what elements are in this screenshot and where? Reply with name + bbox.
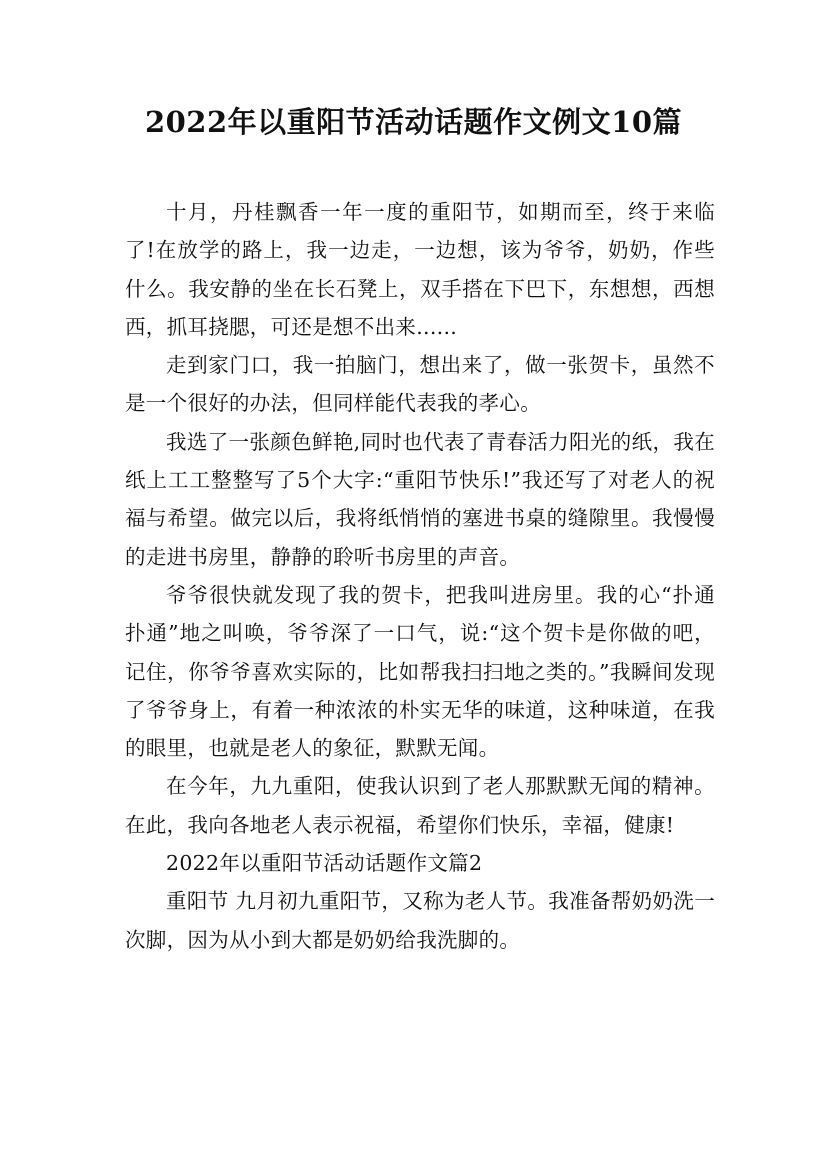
paragraph-4: 爷爷很快就发现了我的贺卡，把我叫进房里。我的心“扑通扑通”地之叫唤，爷爷深了一口气，说:“这个贺卡是你做的吧，记住，你爷爷喜欢实际的，比如帮我扫扫地之类的。”我瞬间发现了爷爷身上，有着一种浓浓的朴实无华的味道，这种味道，在我的眼里，也就是老人的象征，默默无闻。 <box>125 582 715 761</box>
paragraph-1: 十月，丹桂飘香一年一度的重阳节，如期而至，终于来临了!在放学的路上，我一边走，一边想，该为爷爷，奶奶，作些什么。我安静的坐在长石凳上，双手搭在下巴下，东想想，西想西，抓耳挠腮，可还是想不出来...... <box>125 200 715 339</box>
section-heading-2: 2022年以重阳节活动话题作文篇2 <box>166 851 483 876</box>
document-body <box>125 193 715 959</box>
paragraph-6: 重阳节 九月初九重阳节，又称为老人节。我准备帮奶奶洗一次脚，因为从小到大都是奶奶给我洗脚的。 <box>125 889 715 952</box>
paragraph-3: 我选了一张颜色鲜艳,同时也代表了青春活力阳光的纸，我在纸上工工整整写了5个大字:“重阳节快乐!”我还写了对老人的祝福与希望。做完以后，我将纸悄悄的塞进书桌的缝隙里。我慢慢的走进书房里，静静的聆听书房里的声音。 <box>125 429 715 569</box>
paragraph-5: 在今年，九九重阳，使我认识到了老人那默默无闻的精神。在此，我向各地老人表示祝福，希望你们快乐，幸福，健康! <box>125 774 715 837</box>
document-title: 2022年以重阳节活动话题作文例文10篇 <box>144 105 683 139</box>
paragraph-2: 走到家门口，我一拍脑门，想出来了，做一张贺卡，虽然不是一个很好的办法，但同样能代表我的孝心。 <box>125 353 715 416</box>
